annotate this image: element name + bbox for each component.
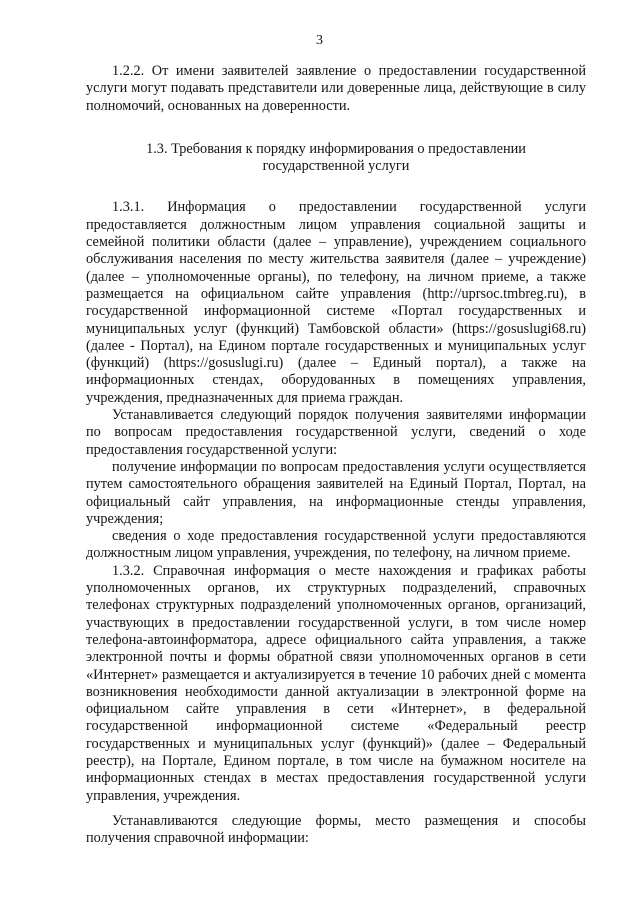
section-heading-1-3: 1.3. Требования к порядку информирования о предоставлении государственной услуги [146, 140, 526, 175]
page-number: 3 [316, 33, 323, 48]
paragraph-forms: Устанавливаются следующие формы, место размещения и способы получения справочной информации: [86, 812, 586, 847]
paragraph-progress-info: сведения о ходе предоставления государственной услуги предоставляются должностным лицом управления, учреждения, по телефону, на личном приеме. [86, 528, 586, 562]
paragraph-1-3-2: 1.3.2. Справочная информация о месте нахождения и графиках работы уполномоченных органов, их структурных подразделений, справочных телефонах структурных подразделений уполномоченных органов, организаций, участвующих в предоставлении государственной услуги, в том числе номер телефона-автоинформатора, адресе официального сайта управления, а также электронной почты и формы обратной связи уполномоченных органов в сети «Интернет» размещается и актуализируется в течение 10 рабочих дней с момента возникновения необходимости данной актуализации в электронной форме на официальном сайте управления в сети «Интернет», в федеральной государственной информационной системе «Федеральный реестр государственных и муниципальных услуг (функций)» (далее – Федеральный реестр), на Портале, Едином портале, в том числе на бумажном носителе на информационных стендах в местах предоставления государственной услуги управления, учреждения. [86, 562, 586, 804]
paragraph-obtaining-info: получение информации по вопросам предоставления услуги осуществляется путем самостоятельного обращения заявителей на Единый Портал, Портал, на официальный сайт управления, на информационные стенды управления, учреждения; [86, 458, 586, 527]
paragraph-1-2-2: 1.2.2. От имени заявителей заявление о предоставлении государственной услуги могут подавать представители или доверенные лица, действующие в силу полномочий, основанных на доверенности. [86, 63, 586, 114]
paragraph-1-3-1: 1.3.1. Информация о предоставлении государственной услуги предоставляется должностным лицом управления социальной защиты и семейной политики области (далее – управление), учреждением социального обслуживания населения по месту жительства заявителя (далее – учреждение) (далее – уполномоченные органы), по телефону, на личном приеме, а также размещается на официальном сайте управления (http://uprsoc.tmbreg.ru), в государственной информационной системе «Портал государственных и муниципальных услуг (функций) Тамбовской области» (https://gosuslugi68.ru) (далее - Портал), на Едином портале государственных и муниципальных услуг (функций) (https://gosuslugi.ru) (далее – Единый портал), а также на информационных стендах, оборудованных в помещениях управления, учреждения, предназначенных для приема граждан. [86, 199, 586, 406]
document-body [86, 63, 586, 847]
paragraph-procedure: Устанавливается следующий порядок получения заявителями информации по вопросам предоставления государственной услуги, сведений о ходе предоставления государственной услуги: [86, 407, 586, 458]
